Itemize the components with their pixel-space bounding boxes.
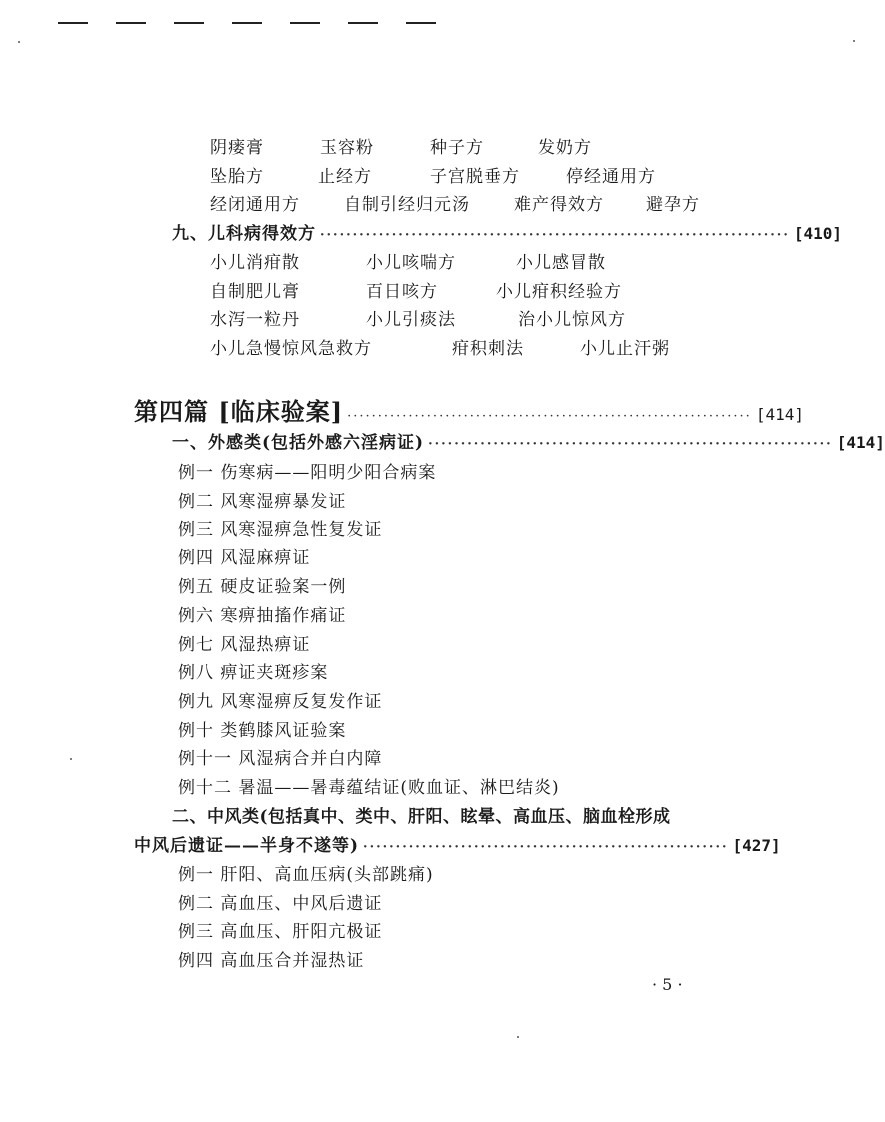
remedy-item: 小儿咳喘方 (366, 253, 456, 273)
leader-dots: ······························································ (428, 437, 833, 452)
remedy-item: 小儿疳积经验方 (496, 282, 622, 302)
case-entry: 例十 类鹤膝风证验案 (178, 721, 347, 741)
page-number: · 5 · (652, 975, 683, 994)
remedy-item: 小儿止汗粥 (580, 339, 670, 359)
toc-entry-page: [414] (836, 433, 885, 452)
toc-entry-title: 一、外感类(包括外感六淫病证) (172, 433, 425, 453)
toc-entry-category (172, 428, 885, 453)
remedy-item: 种子方 (430, 138, 484, 158)
case-entry: 例一 伤寒病——阳明少阳合病案 (178, 463, 437, 483)
toc-entry-page: [410] (793, 224, 843, 243)
case-entry: 例十一 风湿病合并白内障 (178, 749, 383, 769)
remedy-item: 小儿急慢惊风急救方 (210, 339, 372, 359)
remedy-item: 经闭通用方 (210, 195, 300, 215)
remedy-item: 避孕方 (646, 195, 700, 215)
scan-speck (853, 40, 855, 42)
toc-entry-category-cont (134, 831, 781, 856)
leader-dots: ········································································ (320, 228, 790, 243)
scan-speck (517, 1036, 519, 1038)
remedy-item: 玉容粉 (320, 138, 374, 158)
remedy-item: 疳积刺法 (452, 339, 524, 359)
scan-speck (70, 758, 72, 760)
case-entry: 例四 高血压合并湿热证 (178, 951, 365, 971)
toc-entry-page: [427] (732, 836, 781, 855)
remedy-item: 坠胎方 (210, 167, 264, 187)
remedy-item: 百日咳方 (366, 282, 438, 302)
case-entry: 例十二 暑温——暑毒蕴结证(败血证、淋巴结炎) (178, 778, 560, 798)
case-entry: 例一 肝阳、高血压病(头部跳痛) (178, 865, 434, 885)
toc-entry-pediatrics (172, 219, 843, 244)
toc-entry-page: [414] (755, 405, 804, 424)
toc-part-heading (134, 392, 804, 427)
remedy-item: 难产得效方 (514, 195, 604, 215)
remedy-item: 水泻一粒丹 (210, 310, 300, 330)
remedy-item: 停经通用方 (566, 167, 656, 187)
case-entry: 例三 风寒湿痹急性复发证 (178, 520, 383, 540)
remedy-item: 小儿消疳散 (210, 253, 300, 273)
case-entry: 例二 高血压、中风后遗证 (178, 894, 383, 914)
case-entry: 例五 硬皮证验案一例 (178, 577, 347, 597)
case-entry: 例三 高血压、肝阳亢极证 (178, 922, 383, 942)
remedy-item: 小儿引痰法 (366, 310, 456, 330)
part-title: 第四篇 [临床验案] (134, 397, 344, 426)
case-entry: 例七 风湿热痹证 (178, 635, 311, 655)
leader-dots: ························································ (363, 840, 729, 855)
case-entry: 例八 痹证夹斑疹案 (178, 663, 329, 683)
case-entry: 例二 风寒湿痹暴发证 (178, 492, 347, 512)
toc-entry-title: 九、儿科病得效方 (172, 224, 316, 244)
top-dash-rule (58, 22, 438, 24)
case-entry: 例九 风寒湿痹反复发作证 (178, 692, 383, 712)
toc-entry-category: 二、中风类(包括真中、类中、肝阳、眩晕、高血压、脑血栓形成 (172, 807, 671, 827)
remedy-item: 自制肥儿膏 (210, 282, 300, 302)
case-entry: 例六 寒痹抽搐作痛证 (178, 606, 347, 626)
remedy-item: 发奶方 (538, 138, 592, 158)
remedy-item: 止经方 (318, 167, 372, 187)
toc-entry-title: 中风后遗证——半身不遂等) (134, 836, 360, 856)
remedy-item: 治小儿惊风方 (518, 310, 626, 330)
remedy-item: 自制引经归元汤 (344, 195, 470, 215)
remedy-item: 小儿感冒散 (516, 253, 606, 273)
case-entry: 例四 风湿麻痹证 (178, 548, 311, 568)
remedy-item: 子宫脱垂方 (430, 167, 520, 187)
leader-dots: ·································································· (347, 409, 752, 424)
scan-speck (18, 41, 20, 43)
remedy-item: 阴瘘膏 (210, 138, 264, 158)
